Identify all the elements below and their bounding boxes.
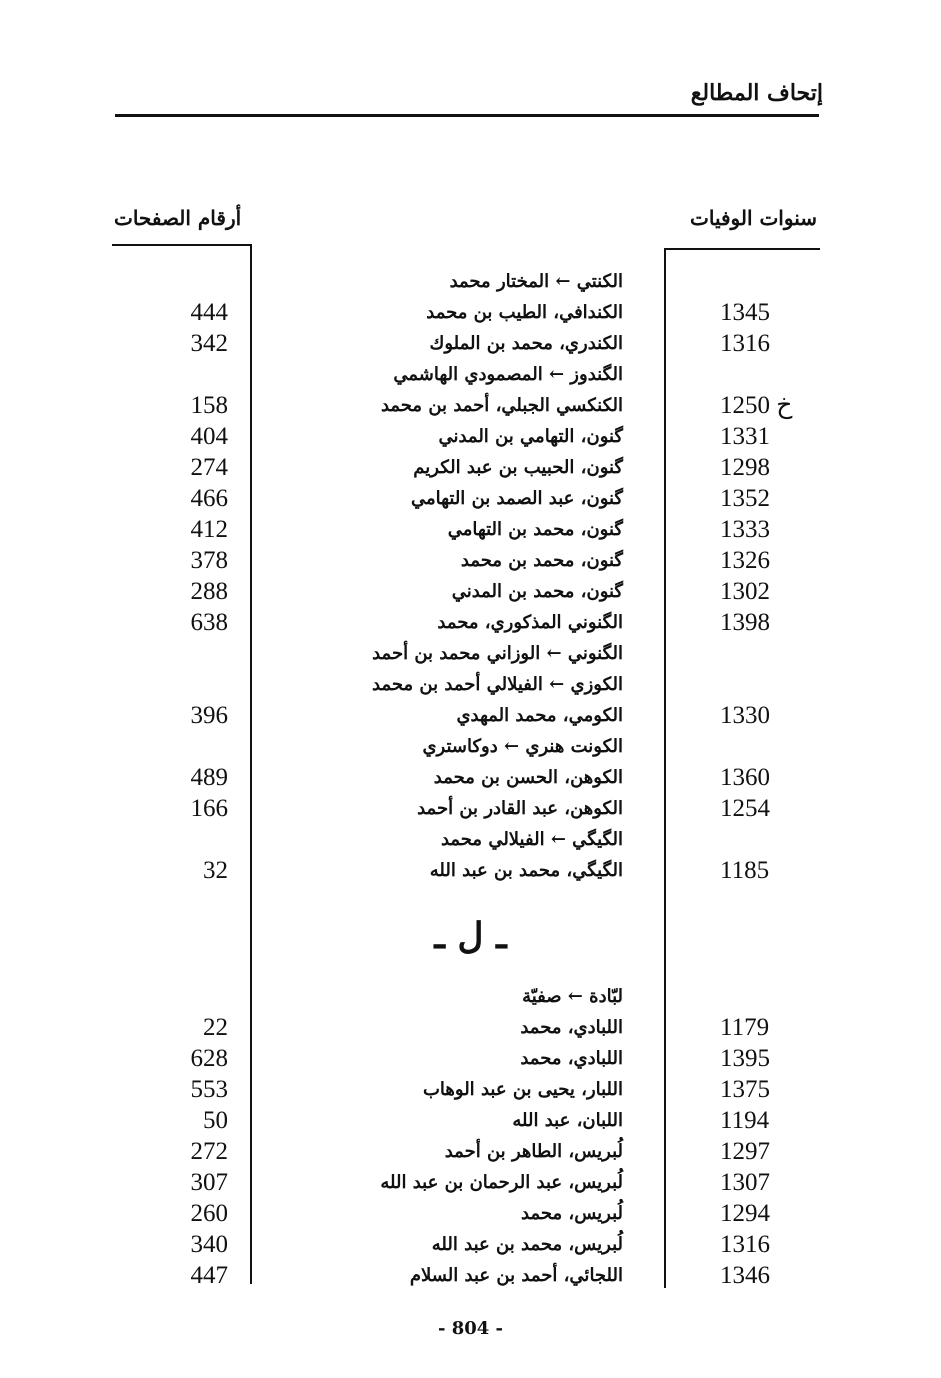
page-number-cell: 342 bbox=[190, 330, 228, 357]
entry-name: اللجائي، أحمد بن عبد السلام bbox=[409, 1265, 623, 1286]
index-row bbox=[0, 855, 941, 886]
index-row bbox=[0, 700, 941, 731]
page-number-cell: 340 bbox=[190, 1231, 228, 1258]
years-column-top-rule bbox=[664, 248, 820, 250]
death-year-cell: 1316 bbox=[720, 330, 770, 357]
index-row bbox=[0, 576, 941, 607]
page-number-cell: 628 bbox=[190, 1045, 228, 1072]
entry-name: لُبريس، عبد الرحمان بن عبد الله bbox=[380, 1172, 623, 1193]
entry-name: الگنوني المذكوري، محمد bbox=[437, 612, 623, 633]
index-row bbox=[0, 793, 941, 824]
index-row bbox=[0, 1043, 941, 1074]
page-number-cell: 447 bbox=[190, 1262, 228, 1289]
page-number-cell: 404 bbox=[190, 423, 228, 450]
entry-name: الكوهن، الحسن بن محمد bbox=[433, 767, 623, 788]
index-row bbox=[0, 359, 941, 390]
index-row bbox=[0, 1105, 941, 1136]
entry-name: لُبريس، محمد بن عبد الله bbox=[431, 1234, 623, 1255]
entry-name: الكندري، محمد بن الملوك bbox=[429, 333, 623, 354]
death-year-cell: 1307 bbox=[720, 1169, 770, 1196]
entry-name: لُبريس، الطاهر بن أحمد bbox=[444, 1141, 623, 1162]
entry-name: الكنتي ← المختار محمد bbox=[449, 271, 623, 292]
index-row bbox=[0, 1198, 941, 1229]
page-number-cell: 158 bbox=[190, 392, 228, 419]
entry-name: الكونت هنري ← دوكاستري bbox=[422, 736, 623, 757]
index-row bbox=[0, 1260, 941, 1291]
page-number-cell: 489 bbox=[190, 764, 228, 791]
page-number-cell: 444 bbox=[190, 299, 228, 326]
index-row bbox=[0, 762, 941, 793]
entry-name: اللبادي، محمد bbox=[520, 1017, 623, 1038]
death-year-cell: 1316 bbox=[720, 1231, 770, 1258]
page-number-cell: 166 bbox=[190, 795, 228, 822]
entry-name: گنون، محمد بن المدني bbox=[451, 581, 623, 602]
death-year-cell: 1398 bbox=[720, 609, 770, 636]
index-row bbox=[0, 607, 941, 638]
index-row bbox=[0, 1012, 941, 1043]
page-number: - 804 - bbox=[437, 1318, 504, 1339]
index-row bbox=[0, 731, 941, 762]
index-row bbox=[0, 421, 941, 452]
page-number-cell: 466 bbox=[190, 485, 228, 512]
page-number-cell: 272 bbox=[190, 1138, 228, 1165]
death-year-cell: 1326 bbox=[720, 547, 770, 574]
page-number-cell: 32 bbox=[203, 857, 228, 884]
index-row bbox=[0, 669, 941, 700]
entry-name: الگيگي ← الفيلالي محمد bbox=[440, 829, 623, 850]
entry-name: الكوهن، عبد القادر بن أحمد bbox=[417, 798, 623, 819]
page-number-cell: 274 bbox=[190, 454, 228, 481]
running-head: إتحاف المطالع bbox=[690, 80, 823, 106]
page-number-cell: 22 bbox=[203, 1014, 228, 1041]
death-year-cell: 1395 bbox=[720, 1045, 770, 1072]
death-year-cell: 1302 bbox=[720, 578, 770, 605]
entry-name: الگيگي، محمد بن عبد الله bbox=[429, 860, 623, 881]
index-row bbox=[0, 483, 941, 514]
death-year-cell: 1194 bbox=[720, 1107, 770, 1134]
index-row bbox=[0, 638, 941, 669]
entry-name: اللبار، يحيى بن عبد الوهاب bbox=[422, 1079, 623, 1100]
entry-name: لُبريس، محمد bbox=[521, 1203, 623, 1224]
death-year-cell: 1345 bbox=[720, 299, 770, 326]
death-year-cell: خ 1250 bbox=[720, 392, 793, 419]
page-number-cell: 307 bbox=[190, 1169, 228, 1196]
entry-name: الكوزي ← الفيلالي أحمد بن محمد bbox=[372, 674, 623, 695]
entry-name: الگندوز ← المصمودي الهاشمي bbox=[393, 364, 623, 385]
entry-name: گنون، عبد الصمد بن التهامي bbox=[410, 488, 623, 509]
entry-name: گنون، الحبيب بن عبد الكريم bbox=[413, 457, 623, 478]
page-number-cell: 288 bbox=[190, 578, 228, 605]
entry-name: اللبان، عبد الله bbox=[512, 1110, 623, 1131]
death-year-cell: 1346 bbox=[720, 1262, 770, 1289]
years-column-header: سنوات الوفيات bbox=[690, 206, 817, 230]
header-rule bbox=[115, 114, 819, 117]
page-number-cell: 50 bbox=[203, 1107, 228, 1134]
section-letter: ـ ل ـ bbox=[434, 915, 507, 957]
page-number-cell: 260 bbox=[190, 1200, 228, 1227]
page-number-cell: 638 bbox=[190, 609, 228, 636]
death-year-cell: 1294 bbox=[720, 1200, 770, 1227]
death-year-cell: 1331 bbox=[720, 423, 770, 450]
death-year-cell: 1185 bbox=[720, 857, 770, 884]
entry-name: الكنكسي الجبلي، أحمد بن محمد bbox=[380, 395, 623, 416]
entry-name: الكومي، محمد المهدي bbox=[456, 705, 623, 726]
death-year-cell: 1333 bbox=[720, 516, 770, 543]
death-year-cell: 1179 bbox=[720, 1014, 770, 1041]
death-year-cell: 1375 bbox=[720, 1076, 770, 1103]
index-row bbox=[0, 1136, 941, 1167]
death-year-cell: 1352 bbox=[720, 485, 770, 512]
page-number-cell: 378 bbox=[190, 547, 228, 574]
index-row bbox=[0, 514, 941, 545]
entry-name: اللبادي، محمد bbox=[520, 1048, 623, 1069]
death-year-cell: 1360 bbox=[720, 764, 770, 791]
entry-name: الكندافي، الطيب بن محمد bbox=[426, 302, 623, 323]
index-row bbox=[0, 390, 941, 421]
page-number-cell: 553 bbox=[190, 1076, 228, 1103]
death-year-cell: 1297 bbox=[720, 1138, 770, 1165]
pages-column-top-rule bbox=[112, 244, 252, 246]
index-row bbox=[0, 981, 941, 1012]
index-row bbox=[0, 1167, 941, 1198]
death-year-cell: 1298 bbox=[720, 454, 770, 481]
index-row bbox=[0, 1229, 941, 1260]
entry-name: لبّادة ← صفيّة bbox=[522, 986, 623, 1007]
index-row bbox=[0, 824, 941, 855]
index-row bbox=[0, 1074, 941, 1105]
index-row bbox=[0, 297, 941, 328]
death-year-cell: 1254 bbox=[720, 795, 770, 822]
index-row bbox=[0, 328, 941, 359]
page-number-cell: 396 bbox=[190, 702, 228, 729]
entry-name: گنون، محمد بن محمد bbox=[460, 550, 623, 571]
entry-name: گنون، التهامي بن المدني bbox=[438, 426, 623, 447]
page-number-cell: 412 bbox=[190, 516, 228, 543]
entry-name: الگنوني ← الوزاني محمد بن أحمد bbox=[372, 643, 623, 664]
index-row bbox=[0, 545, 941, 576]
death-year-cell: 1330 bbox=[720, 702, 770, 729]
index-row bbox=[0, 266, 941, 297]
index-row bbox=[0, 452, 941, 483]
pages-column-header: أرقام الصفحات bbox=[114, 206, 242, 230]
entry-name: گنون، محمد بن التهامي bbox=[447, 519, 623, 540]
